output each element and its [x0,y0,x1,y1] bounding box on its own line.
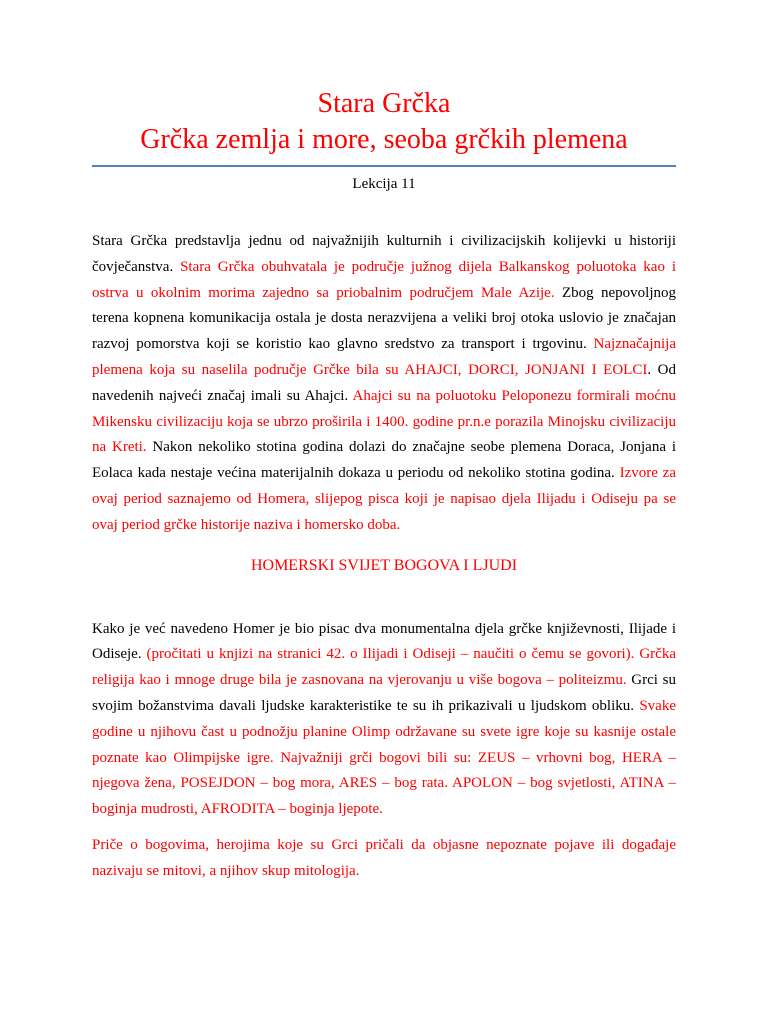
title-divider [92,165,676,167]
text-run: Zbog nepovoljnog terena kopnena komunikacija ostala je dosta nerazvijena a veliki broj otoka uslovio je značajan razvoj pomorstva koji se koristio kao glavno sredstvo za transport i trgovinu. [92,284,676,353]
document-title [92,86,676,158]
text-run: . Od navedenih najveći značaj imali su Ahajci. [92,361,676,404]
title-line-2: Grčka zemlja i more, seoba grčkih plemena [140,124,628,155]
text-run-highlight: (pročitati u knjizi na stranici 42. o Ilijadi i Odiseji – naučiti o čemu se govori). Grčka religija kao i mnoge druge bila je zasnovana na vjerovanju u više bogova – politeizmu. [92,646,676,689]
text-run-highlight: Priče o bogovima, herojima koje su Grci pričali da objasne nepoznate pojave ili događaje nazivaju se mitovi, a njihov skup mitologija. [92,836,676,879]
text-run: Nakon nekoliko stotina godina dolazi do značajne seobe plemena Doraca, Jonjana i Eolaca kada nestaje većina materijalnih dokaza u periodu od nekoliko stotina godina. [92,439,676,482]
section-heading: HOMERSKI SVIJET BOGOVA I LJUDI [250,556,518,574]
paragraph-myths [92,833,676,885]
lesson-label: Lekcija 11 [352,176,416,192]
paragraph-homer [92,617,676,823]
text-run-highlight: Svake godine u njihovu čast u podnožju planine Olimp održavane su svete igre koje su kasnije ostale poznate kao Olimpijske igre. Najvažniji grči bogovi bili su: ZEUS – vrhovni bog, HERA – njegova žena, POSEJDON – bog mora, ARES – bog rata. APOLON – bog svjetlosti, ATINA – boginja mudrosti, AFRODITA – boginja ljepote. [92,697,676,818]
text-run-highlight: Stara Grčka obuhvatala je područje južnog dijela Balkanskog poluotoka kao i ostrva u okolnim morima zajedno sa priobalnim područjem Male Azije. [92,258,676,301]
paragraph-intro [92,229,676,539]
text-run-highlight: Najznačajnija plemena koja su naselila područje Grčke bila su AHAJCI, DORCI, JONJANI I EOLCI [92,336,676,378]
text-run-highlight: Izvore za ovaj period saznajemo od Homera, slijepog pisca koji je napisao djela Ilijadu i Odiseju pa se ovaj period grčke historije naziva i homersko doba. [92,465,676,533]
title-line-1: Stara Grčka [317,88,451,119]
document-page [92,86,676,885]
text-run: Stara Grčka predstavlja jednu od najvažnijih kulturnih i civilizacijskih kolijevki u historiji čovječanstva. [92,233,676,275]
text-run: Grci su svojim božanstvima davali ljudske karakteristike te su ih prikazivali u ljudskom obliku. [92,672,676,714]
text-run: Kako je već navedeno Homer je bio pisac dva monumentalna djela grčke književnosti, Ilijade i Odiseje. [92,620,676,663]
text-run-highlight: Ahajci su na poluotoku Peloponezu formirali moćnu Mikensku civilizaciju koja se ubrzo proširila i 1400. godine pr.n.e porazila Minojsku civilizaciju na Kreti. [92,387,676,456]
